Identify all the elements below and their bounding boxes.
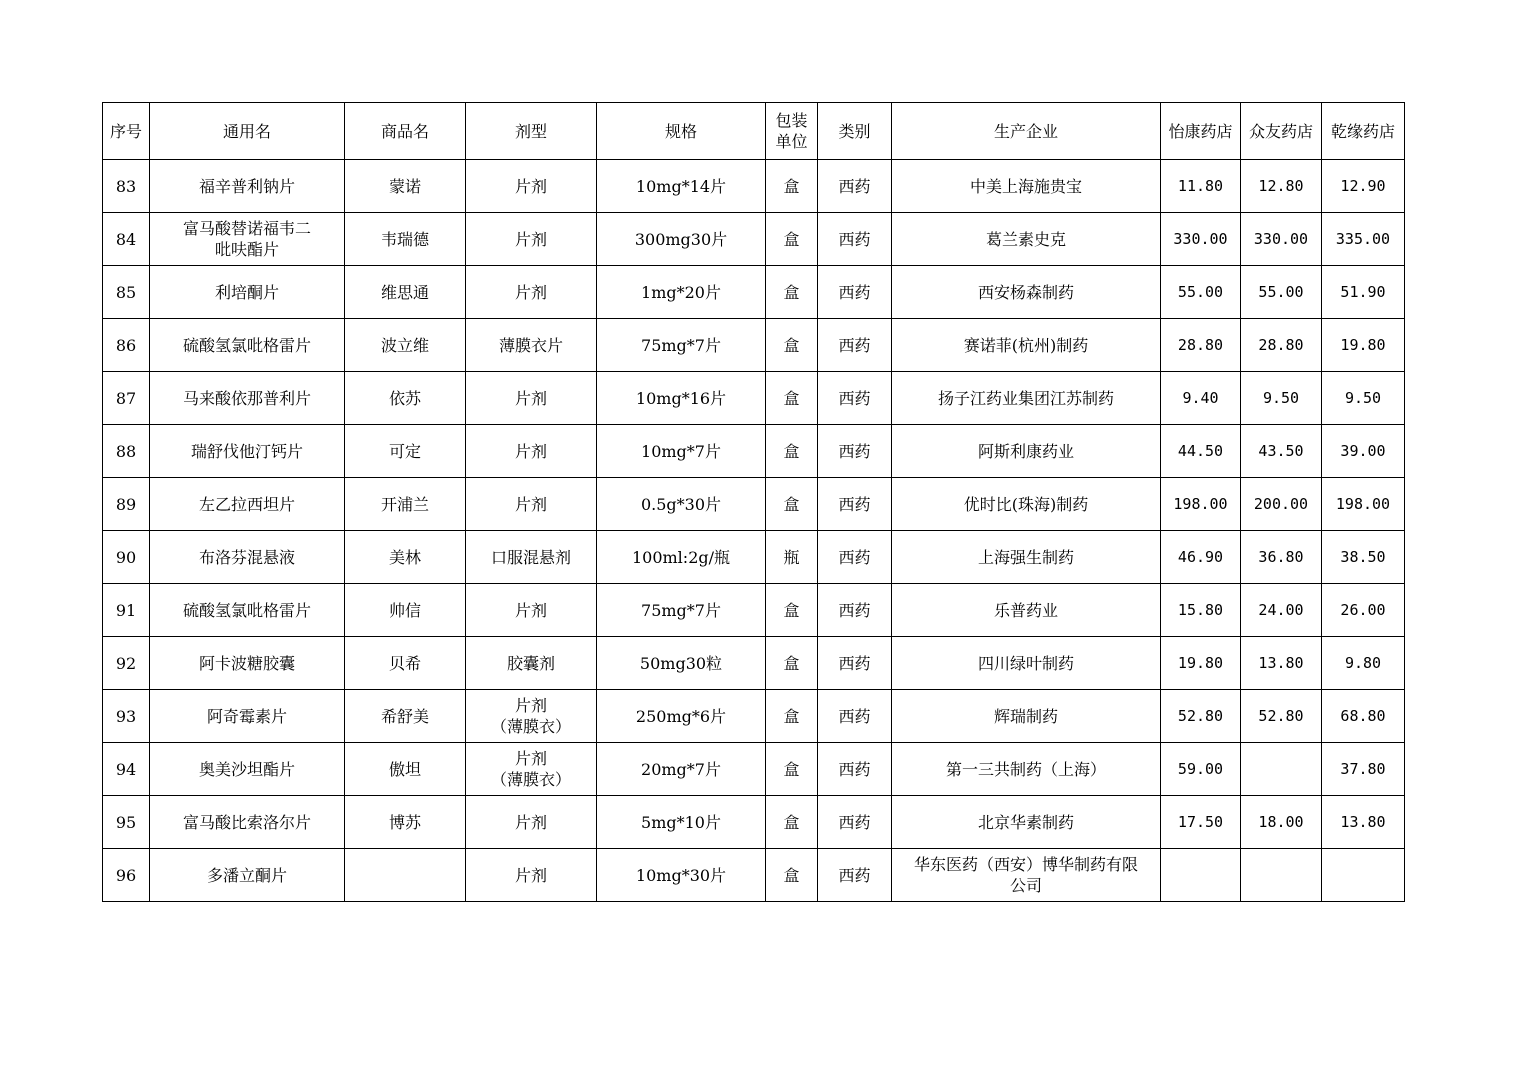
cell-brand-name: 维思通 (345, 266, 466, 319)
cell-no: 88 (103, 425, 150, 478)
cell-brand-name (345, 849, 466, 902)
cell-generic-name: 奥美沙坦酯片 (150, 743, 345, 796)
cell-generic-name: 左乙拉西坦片 (150, 478, 345, 531)
cell-category: 西药 (818, 743, 892, 796)
cell-manufacturer: 辉瑞制药 (892, 690, 1161, 743)
cell-category: 西药 (818, 266, 892, 319)
cell-price-qianyuan: 335.00 (1322, 213, 1405, 266)
cell-dosage-form: 胶囊剂 (466, 637, 597, 690)
cell-no: 84 (103, 213, 150, 266)
cell-manufacturer: 赛诺菲(杭州)制药 (892, 319, 1161, 372)
table-row (103, 478, 1405, 531)
cell-manufacturer: 第一三共制药（上海） (892, 743, 1161, 796)
table-row (103, 584, 1405, 637)
cell-category: 西药 (818, 849, 892, 902)
cell-unit: 盒 (766, 796, 818, 849)
cell-price-yikang: 11.80 (1161, 160, 1241, 213)
cell-unit: 盒 (766, 849, 818, 902)
cell-price-zhongyou (1241, 849, 1322, 902)
table-row (103, 266, 1405, 319)
cell-price-qianyuan: 37.80 (1322, 743, 1405, 796)
cell-dosage-form: 口服混悬剂 (466, 531, 597, 584)
cell-price-zhongyou: 200.00 (1241, 478, 1322, 531)
cell-no: 85 (103, 266, 150, 319)
cell-dosage-form: 片剂 (466, 849, 597, 902)
cell-price-zhongyou: 330.00 (1241, 213, 1322, 266)
cell-spec: 0.5g*30片 (597, 478, 766, 531)
cell-unit: 盒 (766, 743, 818, 796)
cell-dosage-form: 片剂 (466, 372, 597, 425)
table-row (103, 690, 1405, 743)
cell-price-zhongyou: 43.50 (1241, 425, 1322, 478)
cell-category: 西药 (818, 690, 892, 743)
cell-brand-name: 帅信 (345, 584, 466, 637)
cell-price-qianyuan: 12.90 (1322, 160, 1405, 213)
cell-price-qianyuan: 26.00 (1322, 584, 1405, 637)
cell-no: 83 (103, 160, 150, 213)
cell-generic-name: 利培酮片 (150, 266, 345, 319)
cell-brand-name: 蒙诺 (345, 160, 466, 213)
table-row (103, 372, 1405, 425)
cell-no: 96 (103, 849, 150, 902)
cell-manufacturer: 华东医药（西安）博华制药有限 公司 (892, 849, 1161, 902)
table-row (103, 319, 1405, 372)
cell-dosage-form: 片剂 (466, 796, 597, 849)
cell-price-yikang: 52.80 (1161, 690, 1241, 743)
cell-no: 95 (103, 796, 150, 849)
cell-unit: 瓶 (766, 531, 818, 584)
cell-no: 87 (103, 372, 150, 425)
cell-brand-name: 韦瑞德 (345, 213, 466, 266)
cell-price-yikang: 28.80 (1161, 319, 1241, 372)
cell-price-yikang: 55.00 (1161, 266, 1241, 319)
cell-dosage-form: 片剂 (466, 478, 597, 531)
cell-generic-name: 阿奇霉素片 (150, 690, 345, 743)
cell-no: 94 (103, 743, 150, 796)
cell-generic-name: 瑞舒伐他汀钙片 (150, 425, 345, 478)
table-row (103, 531, 1405, 584)
cell-price-qianyuan: 39.00 (1322, 425, 1405, 478)
header-row (103, 103, 1405, 160)
cell-price-yikang: 15.80 (1161, 584, 1241, 637)
cell-price-zhongyou: 36.80 (1241, 531, 1322, 584)
cell-brand-name: 波立维 (345, 319, 466, 372)
cell-price-zhongyou (1241, 743, 1322, 796)
cell-price-yikang: 17.50 (1161, 796, 1241, 849)
cell-price-qianyuan: 9.50 (1322, 372, 1405, 425)
cell-dosage-form: 薄膜衣片 (466, 319, 597, 372)
cell-spec: 250mg*6片 (597, 690, 766, 743)
cell-price-zhongyou: 9.50 (1241, 372, 1322, 425)
cell-price-zhongyou: 52.80 (1241, 690, 1322, 743)
cell-spec: 300mg30片 (597, 213, 766, 266)
cell-brand-name: 傲坦 (345, 743, 466, 796)
cell-price-qianyuan: 19.80 (1322, 319, 1405, 372)
cell-category: 西药 (818, 213, 892, 266)
cell-generic-name: 富马酸替诺福韦二 吡呋酯片 (150, 213, 345, 266)
cell-generic-name: 富马酸比索洛尔片 (150, 796, 345, 849)
cell-price-zhongyou: 13.80 (1241, 637, 1322, 690)
cell-generic-name: 硫酸氢氯吡格雷片 (150, 319, 345, 372)
cell-price-qianyuan: 68.80 (1322, 690, 1405, 743)
table-row (103, 213, 1405, 266)
cell-spec: 20mg*7片 (597, 743, 766, 796)
cell-manufacturer: 中美上海施贵宝 (892, 160, 1161, 213)
cell-price-qianyuan: 38.50 (1322, 531, 1405, 584)
cell-price-yikang: 19.80 (1161, 637, 1241, 690)
cell-price-qianyuan: 51.90 (1322, 266, 1405, 319)
cell-brand-name: 美林 (345, 531, 466, 584)
table-row (103, 849, 1405, 902)
cell-unit: 盒 (766, 160, 818, 213)
cell-manufacturer: 扬子江药业集团江苏制药 (892, 372, 1161, 425)
cell-manufacturer: 四川绿叶制药 (892, 637, 1161, 690)
cell-spec: 10mg*16片 (597, 372, 766, 425)
cell-price-zhongyou: 18.00 (1241, 796, 1322, 849)
cell-unit: 盒 (766, 372, 818, 425)
cell-brand-name: 开浦兰 (345, 478, 466, 531)
cell-price-yikang: 59.00 (1161, 743, 1241, 796)
cell-generic-name: 布洛芬混悬液 (150, 531, 345, 584)
cell-no: 93 (103, 690, 150, 743)
cell-price-zhongyou: 24.00 (1241, 584, 1322, 637)
cell-price-qianyuan: 9.80 (1322, 637, 1405, 690)
table-row (103, 637, 1405, 690)
cell-dosage-form: 片剂 (466, 266, 597, 319)
cell-spec: 10mg*7片 (597, 425, 766, 478)
cell-unit: 盒 (766, 637, 818, 690)
cell-manufacturer: 西安杨森制药 (892, 266, 1161, 319)
header-category: 类别 (818, 103, 892, 160)
cell-unit: 盒 (766, 319, 818, 372)
cell-brand-name: 可定 (345, 425, 466, 478)
header-generic-name: 通用名 (150, 103, 345, 160)
cell-manufacturer: 葛兰素史克 (892, 213, 1161, 266)
cell-unit: 盒 (766, 266, 818, 319)
table-row (103, 425, 1405, 478)
cell-dosage-form: 片剂 (466, 160, 597, 213)
cell-generic-name: 硫酸氢氯吡格雷片 (150, 584, 345, 637)
cell-spec: 10mg*30片 (597, 849, 766, 902)
cell-generic-name: 福辛普利钠片 (150, 160, 345, 213)
drug-price-table (102, 102, 1405, 902)
cell-no: 92 (103, 637, 150, 690)
header-spec: 规格 (597, 103, 766, 160)
cell-dosage-form: 片剂 （薄膜衣） (466, 743, 597, 796)
cell-price-yikang: 44.50 (1161, 425, 1241, 478)
cell-dosage-form: 片剂 (466, 584, 597, 637)
cell-category: 西药 (818, 637, 892, 690)
cell-brand-name: 博苏 (345, 796, 466, 849)
cell-no: 86 (103, 319, 150, 372)
header-no: 序号 (103, 103, 150, 160)
cell-manufacturer: 北京华素制药 (892, 796, 1161, 849)
cell-price-qianyuan: 198.00 (1322, 478, 1405, 531)
header-brand-name: 商品名 (345, 103, 466, 160)
table-row (103, 160, 1405, 213)
cell-category: 西药 (818, 319, 892, 372)
header-manufacturer: 生产企业 (892, 103, 1161, 160)
header-unit: 包装 单位 (766, 103, 818, 160)
cell-price-qianyuan: 13.80 (1322, 796, 1405, 849)
cell-unit: 盒 (766, 478, 818, 531)
cell-spec: 75mg*7片 (597, 319, 766, 372)
cell-unit: 盒 (766, 690, 818, 743)
cell-category: 西药 (818, 160, 892, 213)
cell-dosage-form: 片剂 （薄膜衣） (466, 690, 597, 743)
cell-price-yikang: 330.00 (1161, 213, 1241, 266)
cell-no: 89 (103, 478, 150, 531)
cell-spec: 5mg*10片 (597, 796, 766, 849)
cell-price-qianyuan (1322, 849, 1405, 902)
cell-manufacturer: 上海强生制药 (892, 531, 1161, 584)
cell-spec: 10mg*14片 (597, 160, 766, 213)
cell-unit: 盒 (766, 425, 818, 478)
header-store-yikang: 怡康药店 (1161, 103, 1241, 160)
cell-price-yikang: 198.00 (1161, 478, 1241, 531)
cell-price-yikang: 46.90 (1161, 531, 1241, 584)
cell-brand-name: 依苏 (345, 372, 466, 425)
cell-generic-name: 马来酸依那普利片 (150, 372, 345, 425)
cell-no: 90 (103, 531, 150, 584)
cell-spec: 100ml:2g/瓶 (597, 531, 766, 584)
cell-spec: 50mg30粒 (597, 637, 766, 690)
cell-category: 西药 (818, 584, 892, 637)
cell-generic-name: 阿卡波糖胶囊 (150, 637, 345, 690)
header-dosage-form: 剂型 (466, 103, 597, 160)
header-store-qianyuan: 乾缘药店 (1322, 103, 1405, 160)
cell-price-zhongyou: 12.80 (1241, 160, 1322, 213)
cell-category: 西药 (818, 372, 892, 425)
cell-price-zhongyou: 28.80 (1241, 319, 1322, 372)
header-store-zhongyou: 众友药店 (1241, 103, 1322, 160)
cell-spec: 1mg*20片 (597, 266, 766, 319)
cell-no: 91 (103, 584, 150, 637)
cell-manufacturer: 优时比(珠海)制药 (892, 478, 1161, 531)
cell-manufacturer: 阿斯利康药业 (892, 425, 1161, 478)
table-row (103, 743, 1405, 796)
cell-dosage-form: 片剂 (466, 425, 597, 478)
cell-brand-name: 希舒美 (345, 690, 466, 743)
cell-spec: 75mg*7片 (597, 584, 766, 637)
cell-brand-name: 贝希 (345, 637, 466, 690)
cell-price-yikang: 9.40 (1161, 372, 1241, 425)
cell-manufacturer: 乐普药业 (892, 584, 1161, 637)
cell-unit: 盒 (766, 213, 818, 266)
cell-dosage-form: 片剂 (466, 213, 597, 266)
cell-unit: 盒 (766, 584, 818, 637)
cell-generic-name: 多潘立酮片 (150, 849, 345, 902)
table-body (103, 160, 1405, 902)
cell-category: 西药 (818, 478, 892, 531)
table-row (103, 796, 1405, 849)
cell-price-zhongyou: 55.00 (1241, 266, 1322, 319)
cell-category: 西药 (818, 425, 892, 478)
cell-category: 西药 (818, 796, 892, 849)
cell-category: 西药 (818, 531, 892, 584)
cell-price-yikang (1161, 849, 1241, 902)
